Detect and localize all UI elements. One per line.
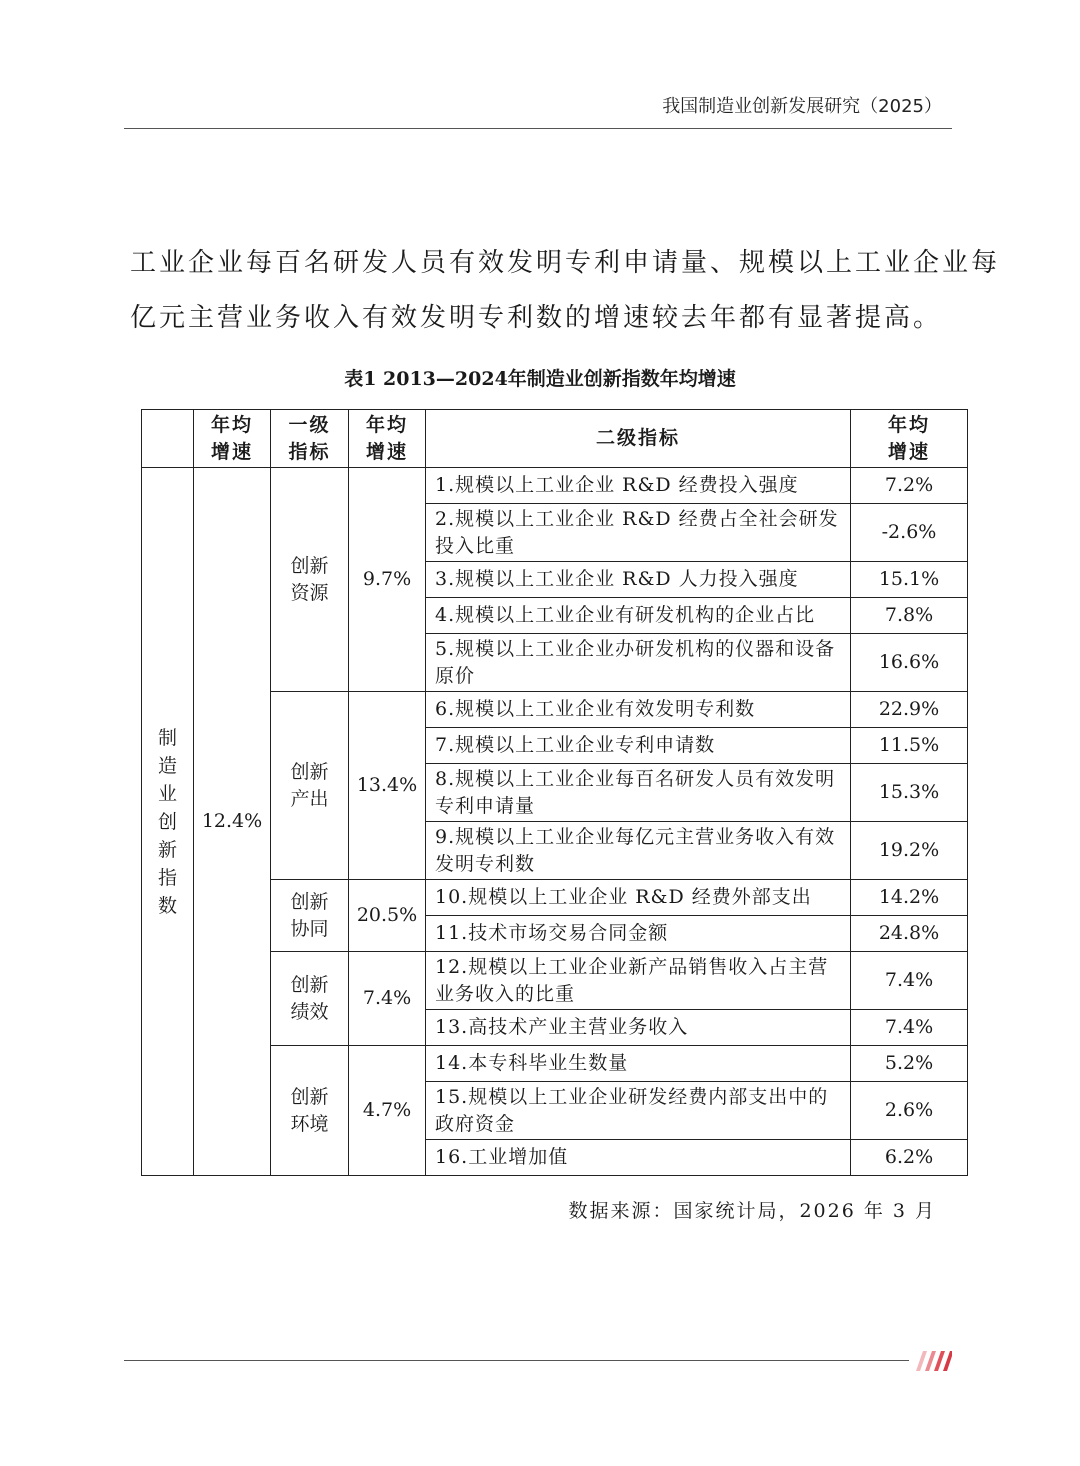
footer-divider: [124, 1360, 909, 1361]
group-name-cell: 创新产出: [271, 692, 349, 880]
indicator-cell: 16.工业增加值: [426, 1140, 851, 1176]
indicator-rate-cell: 15.1%: [851, 562, 968, 598]
group-rate-cell: 7.4%: [349, 952, 426, 1046]
indicator-rate-cell: 7.4%: [851, 952, 968, 1010]
table-row: [142, 468, 968, 504]
indicator-rate-cell: 11.5%: [851, 728, 968, 764]
group-rate-cell: 20.5%: [349, 880, 426, 952]
group-name-cell: 创新绩效: [271, 952, 349, 1046]
table-header-row: [142, 410, 968, 468]
indicator-rate-cell: 19.2%: [851, 822, 968, 880]
indicator-cell: 5.规模以上工业企业办研发机构的仪器和设备原价: [426, 634, 851, 692]
innovation-index-table: [141, 409, 968, 1176]
running-header: 我国制造业创新发展研究（2025）: [662, 96, 942, 117]
header-level1: 一级指标: [271, 410, 349, 468]
indicator-cell: 13.高技术产业主营业务收入: [426, 1010, 851, 1046]
header-level1-rate: 年均增速: [349, 410, 426, 468]
indicator-cell: 3.规模以上工业企业 R&D 人力投入强度: [426, 562, 851, 598]
header-corner-cell: [142, 410, 194, 468]
data-source-note: 数据来源：国家统计局，2026 年 3 月: [568, 1200, 936, 1222]
indicator-cell: 2.规模以上工业企业 R&D 经费占全社会研发投入比重: [426, 504, 851, 562]
group-name-cell: 创新资源: [271, 468, 349, 692]
group-name-cell: 创新环境: [271, 1046, 349, 1176]
group-rate-cell: 13.4%: [349, 692, 426, 880]
header-divider: [124, 128, 952, 129]
index-name-cell: 制造业创新指数: [142, 468, 194, 1176]
header-index-rate: 年均增速: [194, 410, 271, 468]
table-caption: 表1 2013—2024年制造业创新指数年均增速: [344, 368, 736, 390]
indicator-rate-cell: 22.9%: [851, 692, 968, 728]
indicator-cell: 11.技术市场交易合同金额: [426, 916, 851, 952]
paragraph-line-1: 工业企业每百名研发人员有效发明专利申请量、规模以上工业企业每: [130, 248, 1001, 278]
indicator-cell: 7.规模以上工业企业专利申请数: [426, 728, 851, 764]
indicator-rate-cell: 2.6%: [851, 1082, 968, 1140]
indicator-rate-cell: 16.6%: [851, 634, 968, 692]
page-stripes-logo-icon: [910, 1350, 952, 1376]
header-level2: 二级指标: [426, 410, 851, 468]
indicator-cell: 8.规模以上工业企业每百名研发人员有效发明专利申请量: [426, 764, 851, 822]
indicator-rate-cell: 7.2%: [851, 468, 968, 504]
index-rate-cell: 12.4%: [194, 468, 271, 1176]
group-name-cell: 创新协同: [271, 880, 349, 952]
indicator-cell: 12.规模以上工业企业新产品销售收入占主营业务收入的比重: [426, 952, 851, 1010]
header-level2-rate: 年均增速: [851, 410, 968, 468]
indicator-cell: 9.规模以上工业企业每亿元主营业务收入有效发明专利数: [426, 822, 851, 880]
body-paragraph: [130, 236, 1001, 346]
indicator-cell: 6.规模以上工业企业有效发明专利数: [426, 692, 851, 728]
indicator-rate-cell: 7.4%: [851, 1010, 968, 1046]
paragraph-line-2: 亿元主营业务收入有效发明专利数的增速较去年都有显著提高。: [130, 303, 943, 333]
indicator-rate-cell: 7.8%: [851, 598, 968, 634]
indicator-cell: 10.规模以上工业企业 R&D 经费外部支出: [426, 880, 851, 916]
group-rate-cell: 9.7%: [349, 468, 426, 692]
indicator-rate-cell: -2.6%: [851, 504, 968, 562]
group-rate-cell: 4.7%: [349, 1046, 426, 1176]
indicator-cell: 4.规模以上工业企业有研发机构的企业占比: [426, 598, 851, 634]
indicator-cell: 1.规模以上工业企业 R&D 经费投入强度: [426, 468, 851, 504]
indicator-rate-cell: 5.2%: [851, 1046, 968, 1082]
indicator-rate-cell: 6.2%: [851, 1140, 968, 1176]
indicator-rate-cell: 24.8%: [851, 916, 968, 952]
indicator-cell: 15.规模以上工业企业研发经费内部支出中的政府资金: [426, 1082, 851, 1140]
indicator-rate-cell: 15.3%: [851, 764, 968, 822]
indicator-cell: 14.本专科毕业生数量: [426, 1046, 851, 1082]
indicator-rate-cell: 14.2%: [851, 880, 968, 916]
